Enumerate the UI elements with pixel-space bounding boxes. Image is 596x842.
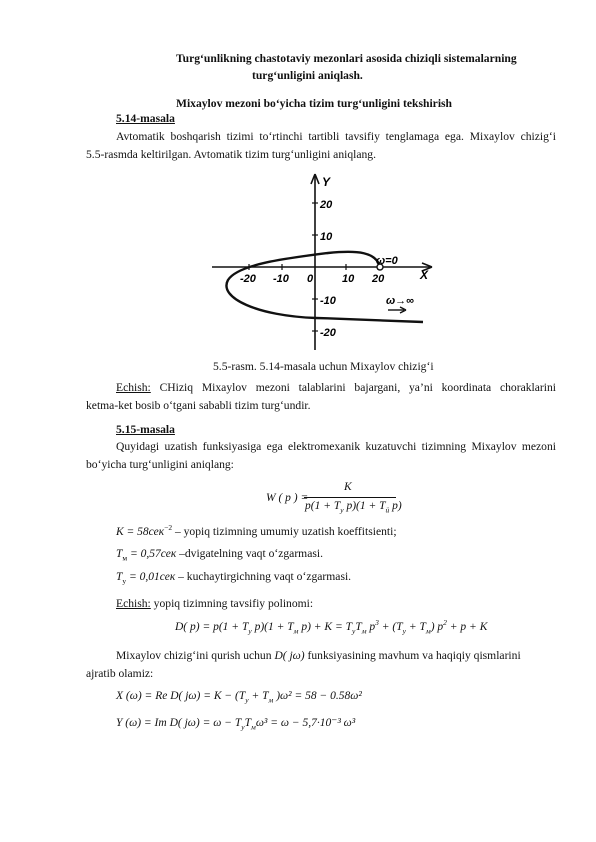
formula-w-numerator: K (344, 481, 352, 493)
formula-d-polynomial: D( $p) = p(1 + T_y$ $p)(1 + T_м$ $p) + K = T_yT_м$ $p^3 + (T_y + T_м) p^2 + p + K$ (175, 618, 488, 636)
y-axis-label: Y (322, 175, 331, 189)
problem-5-14-text-line1: Avtomatik boshqarish tizimi to‘rtinchi tartibli tavsifiy tenglamaga ega. Mixaylov chizig‘i (116, 130, 556, 143)
x-tick-0: 0 (307, 273, 314, 285)
x-tick-neg20: -20 (240, 273, 256, 285)
tm-definition: $T_м = 0,57сек$ –dvigatelning vaqt o‘zgarmasi. (116, 547, 323, 563)
y-tick-neg20: -20 (320, 327, 336, 339)
problem-5-15-label: 5.15-masala (116, 423, 175, 436)
formula-y-omega: Y (ω) = Im D( $j\omega) = \omega - T_yT_м\omega^3 = \omega - 5,7\cdot 10^{-3}$ ω³ (116, 717, 356, 732)
problem-5-14-text-line2: 5.5-rasmda keltirilgan. Avtomatik tizim turg‘unligini aniqlang. (86, 148, 377, 161)
x-tick-20: 20 (372, 273, 385, 285)
x-tick-10: 10 (342, 273, 355, 285)
y-tick-20: 20 (320, 199, 333, 211)
formula-x-omega: X (ω) = Re D( $j\omega) = K - (T_y + T_м$ )ω² = 58 − 0.58ω² (116, 690, 362, 705)
y-tick-10: 10 (320, 231, 333, 243)
omega-zero-label: ω=0 (376, 255, 398, 267)
formula-w-lhs: W ( p ) = (266, 492, 309, 504)
ty-definition: $T_у = 0,01сек$ – kuchaytirgichning vaqt o‘zgarmasi. (116, 570, 352, 586)
x-tick-neg10: -10 (273, 273, 289, 285)
section-title-line1: Turg‘unlikning chastotaviy mezonlari asosida chiziqli sistemalarning (176, 52, 517, 65)
mikhailov-text-line2: ajratib olamiz: (86, 667, 154, 680)
problem-5-15-text-line2: bo‘yicha turg‘unligini aniqlang: (86, 458, 234, 471)
figure-caption: 5.5-rasm. 5.14-masala uchun Mixaylov chizig‘i (213, 360, 434, 373)
x-axis-label: X (420, 268, 429, 282)
k-definition: K = 58сек$^{-2}$ – yopiq tizimning umumiy uzatish koeffitsienti; (116, 523, 397, 538)
problem-5-14-label: 5.14-masala (116, 112, 175, 125)
solution-5-14-line2: ketma-ket bosib o‘tgani sababli tizim turg‘undir. (86, 399, 311, 412)
mikhailov-curve-figure (208, 168, 440, 354)
mikhailov-text-line1: Mixaylov chizig‘ini qurish uchun D( jω) funksiyasining mavhum va haqiqiy qismlarini (116, 649, 521, 662)
section-subtitle: Mixaylov mezoni bo‘yicha tizim turg‘unligini tekshirish (176, 97, 452, 110)
solution-text: CHiziq Mixaylov mezoni talablarini bajargani, ya’ni koordinata choraklarini (150, 381, 556, 394)
section-title-line2: turg‘unligini aniqlash. (252, 69, 363, 82)
solution-5-14-line1 (116, 381, 556, 395)
y-tick-neg10: -10 (320, 295, 336, 307)
solution-label: Echish: (116, 597, 151, 610)
solution-label: Echish: (116, 381, 151, 394)
problem-5-15-text-line1: Quyidagi uzatish funksiyasiga ega elektromexanik kuzatuvchi tizimning Mixaylov mezoni (116, 440, 556, 453)
solution-5-15: Echish: yopiq tizimning tavsifiy polinomi: (116, 597, 314, 610)
formula-w-denominator: $p(1 + T_y$ $p)(1 + T_ü$ p) (305, 500, 402, 515)
omega-inf-label: ω→∞ (386, 295, 415, 307)
